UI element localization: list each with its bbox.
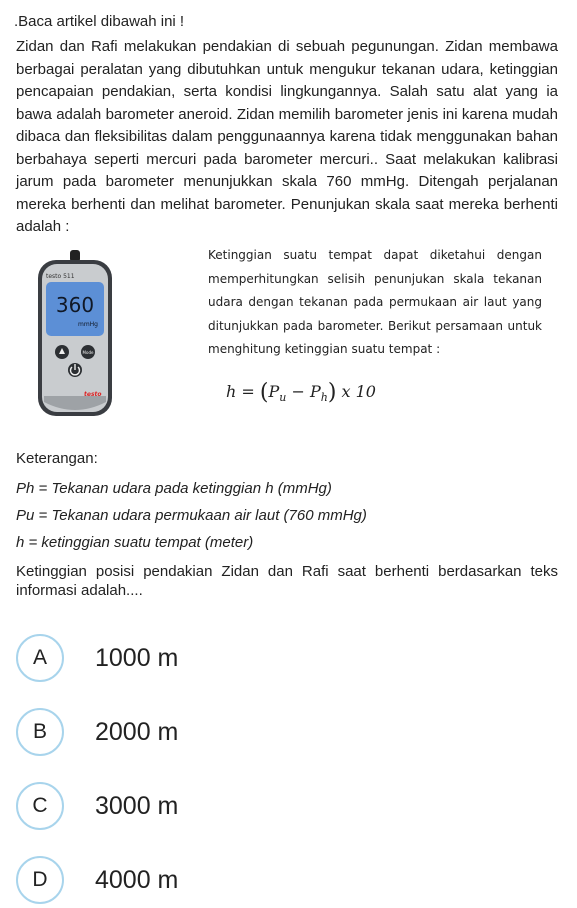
device-logo: testo: [84, 391, 102, 398]
formula-equals: =: [241, 382, 255, 401]
option-d-label: 4000 m: [95, 866, 179, 894]
formula-ph-sub: h: [320, 391, 328, 405]
option-c-label: 3000 m: [95, 792, 179, 820]
formula-ph: P: [309, 382, 321, 401]
option-d-letter: D: [16, 856, 64, 904]
formula-multiplier: x 10: [341, 382, 376, 401]
formula-lhs: h: [226, 382, 237, 401]
definition-h: h = ketinggian suatu tempat (meter): [16, 534, 254, 551]
option-a[interactable]: [14, 634, 554, 686]
screen-unit: mmHg: [77, 321, 99, 328]
definition-ph: Ph = Tekanan udara pada ketinggian h (mmHg): [16, 480, 332, 497]
altitude-formula: $h = (P_u - P_h)$ x 10: [226, 380, 376, 405]
option-a-label: 1000 m: [95, 644, 179, 672]
passage-text: Zidan dan Rafi melakukan pendakian di sebuah pegunungan. Zidan membawa berbagai peralatan yang dibutuhkan untuk mengukur tekanan udara, ketinggian pencapaian pendakian, serta kondisi lingkungannya. Salah satu alat yang ia bawa adalah barometer aneroid. Zidan memilih barometer jenis ini karena mudah dibaca dan fleksibilitas dalam penggunaannya karena tidak menggunakan bahan berbahaya seperti mercuri pada barometer mercuri.. Saat melakukan kalibrasi jarum pada barometer menunjukkan skala 760 mmHg. Ditengah perjalanan mereka berhenti dan melihat barometer. Penunjukan skala saat mereka berhenti adalah :: [16, 38, 558, 235]
device-brand: testo 511: [46, 273, 75, 280]
option-b-label: 2000 m: [95, 718, 179, 746]
option-b-letter: B: [16, 708, 64, 756]
question-text: Ketinggian posisi pendakian Zidan dan Rafi saat berhenti berdasarkan teks informasi adalah....: [16, 563, 558, 599]
option-c[interactable]: [14, 782, 554, 834]
formula-intro-text: Ketinggian suatu tempat dapat diketahui dengan memperhitungkan selisih penunjukan skala tekanan udara dengan tekanan pada permukaan air laut yang ditunjukkan pada barometer. Berikut persamaan untuk menghitung ketinggian suatu tempat :: [208, 248, 542, 356]
option-c-letter: C: [16, 782, 64, 830]
formula-pu-sub: u: [279, 391, 287, 405]
barometer-device-image: [32, 250, 118, 420]
option-d[interactable]: [14, 856, 554, 908]
formula-minus: −: [291, 382, 305, 401]
option-b[interactable]: [14, 708, 554, 760]
option-a-letter: A: [16, 634, 64, 682]
mode-label: Mode: [82, 350, 94, 355]
keterangan-heading: Keterangan:: [16, 450, 98, 467]
formula-pu: P: [268, 382, 280, 401]
screen-reading: 360: [55, 293, 95, 317]
instruction-text: .Baca artikel dibawah ini !: [14, 13, 185, 30]
definition-pu: Pu = Tekanan udara permukaan air laut (760 mmHg): [16, 507, 367, 524]
